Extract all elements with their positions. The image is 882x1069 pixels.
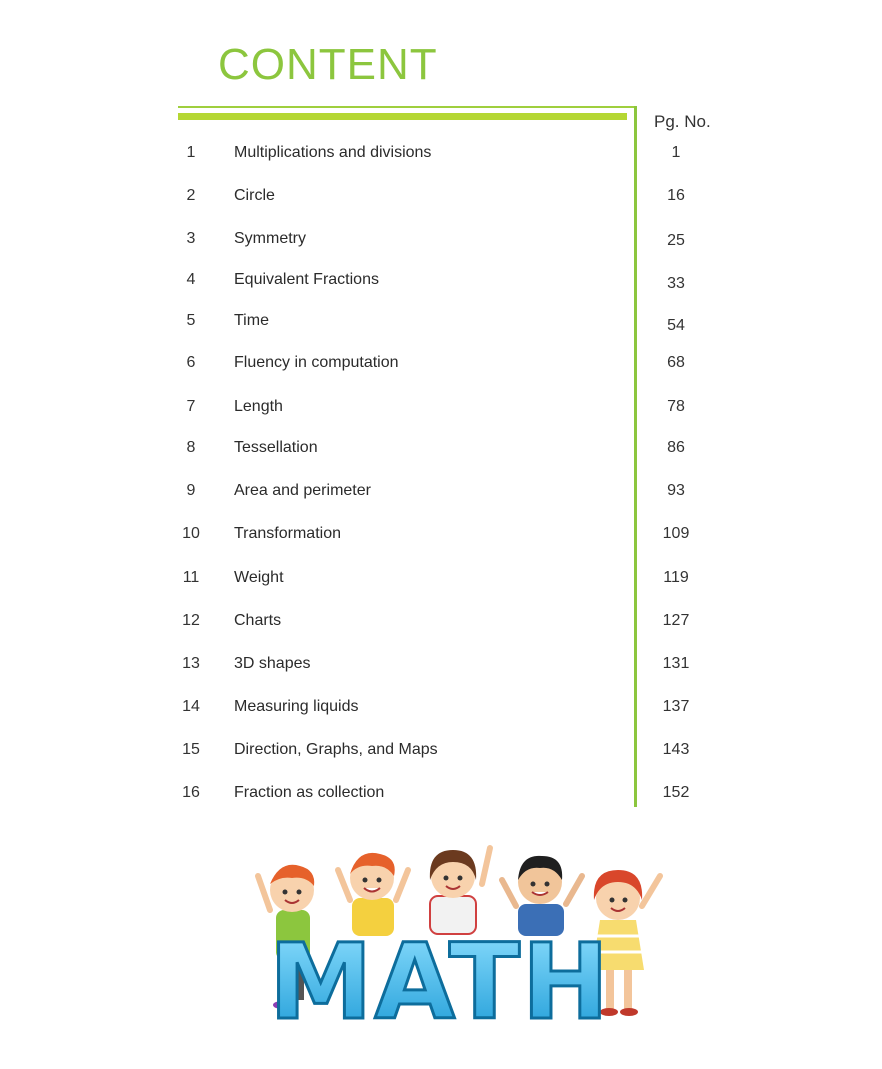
chapter-title[interactable]: Area and perimeter: [234, 482, 371, 499]
toc-row[interactable]: [0, 395, 882, 419]
toc-row[interactable]: [0, 609, 882, 633]
chapter-number: 1: [186, 144, 196, 161]
toc-row[interactable]: [0, 479, 882, 503]
chapter-number: 8: [186, 439, 196, 456]
chapter-page-number: 109: [662, 525, 690, 542]
chapter-title[interactable]: Symmetry: [234, 230, 306, 247]
chapter-title[interactable]: Multiplications and divisions: [234, 144, 432, 161]
chapter-page-number: 1: [671, 144, 681, 161]
chapter-title[interactable]: Length: [234, 398, 283, 415]
chapter-page-number: 131: [662, 655, 690, 672]
chapter-title[interactable]: 3D shapes: [234, 655, 311, 672]
chapter-title[interactable]: Transformation: [234, 525, 341, 542]
chapter-page-number: 137: [662, 698, 690, 715]
toc-row[interactable]: [0, 351, 882, 375]
toc-row[interactable]: [0, 652, 882, 676]
chapter-number: 3: [186, 230, 196, 247]
toc-row[interactable]: [0, 522, 882, 546]
chapter-page-number: 86: [667, 439, 685, 456]
chapter-number: 16: [182, 784, 200, 801]
toc-row[interactable]: [0, 141, 882, 165]
toc-row[interactable]: [0, 436, 882, 460]
chapter-page-number: 127: [662, 612, 690, 629]
chapter-title[interactable]: Time: [234, 312, 269, 329]
chapter-page-number: 16: [667, 187, 685, 204]
chapter-title[interactable]: Fraction as collection: [234, 784, 385, 801]
chapter-title[interactable]: Weight: [234, 569, 284, 586]
chapter-page-number: 54: [667, 317, 685, 334]
chapter-number: 5: [186, 312, 196, 329]
chapter-number: 12: [182, 612, 200, 629]
chapter-number: 15: [182, 741, 200, 758]
page-number-header: Pg. No.: [654, 112, 711, 131]
chapter-title[interactable]: Circle: [234, 187, 275, 204]
toc-row[interactable]: [0, 268, 882, 292]
chapter-page-number: 93: [667, 482, 685, 499]
toc-row[interactable]: [0, 738, 882, 762]
chapter-title[interactable]: Direction, Graphs, and Maps: [234, 741, 438, 758]
chapter-page-number: 33: [667, 275, 685, 292]
chapter-number: 10: [182, 525, 200, 542]
toc-row[interactable]: [0, 781, 882, 805]
chapter-number: 2: [186, 187, 196, 204]
chapter-number: 9: [186, 482, 196, 499]
chapter-title[interactable]: Fluency in computation: [234, 354, 399, 371]
chapter-page-number: 143: [662, 741, 690, 758]
chapter-title[interactable]: Charts: [234, 612, 282, 629]
title-divider-thin: [178, 106, 637, 108]
toc-row[interactable]: [0, 227, 882, 251]
chapter-title[interactable]: Equivalent Fractions: [234, 271, 379, 288]
math-word: MATH: [269, 921, 611, 1040]
chapter-page-number: 78: [667, 398, 685, 415]
toc-row[interactable]: [0, 695, 882, 719]
chapter-page-number: 152: [662, 784, 690, 801]
chapter-number: 4: [186, 271, 196, 288]
toc-row[interactable]: [0, 566, 882, 590]
title-divider-bar: [178, 113, 627, 120]
chapter-number: 11: [182, 569, 200, 586]
page-title: CONTENT: [218, 40, 438, 89]
toc-row[interactable]: [0, 309, 882, 333]
kids-math-illustration: [240, 840, 680, 1040]
chapter-number: 14: [182, 698, 200, 715]
chapter-number: 13: [182, 655, 200, 672]
chapter-page-number: 119: [663, 569, 689, 586]
chapter-page-number: 68: [667, 354, 685, 371]
chapter-title[interactable]: Measuring liquids: [234, 698, 359, 715]
chapter-number: 6: [186, 354, 196, 371]
toc-row[interactable]: [0, 184, 882, 208]
chapter-page-number: 25: [667, 232, 685, 249]
chapter-title[interactable]: Tessellation: [234, 439, 318, 456]
chapter-number: 7: [186, 398, 196, 415]
